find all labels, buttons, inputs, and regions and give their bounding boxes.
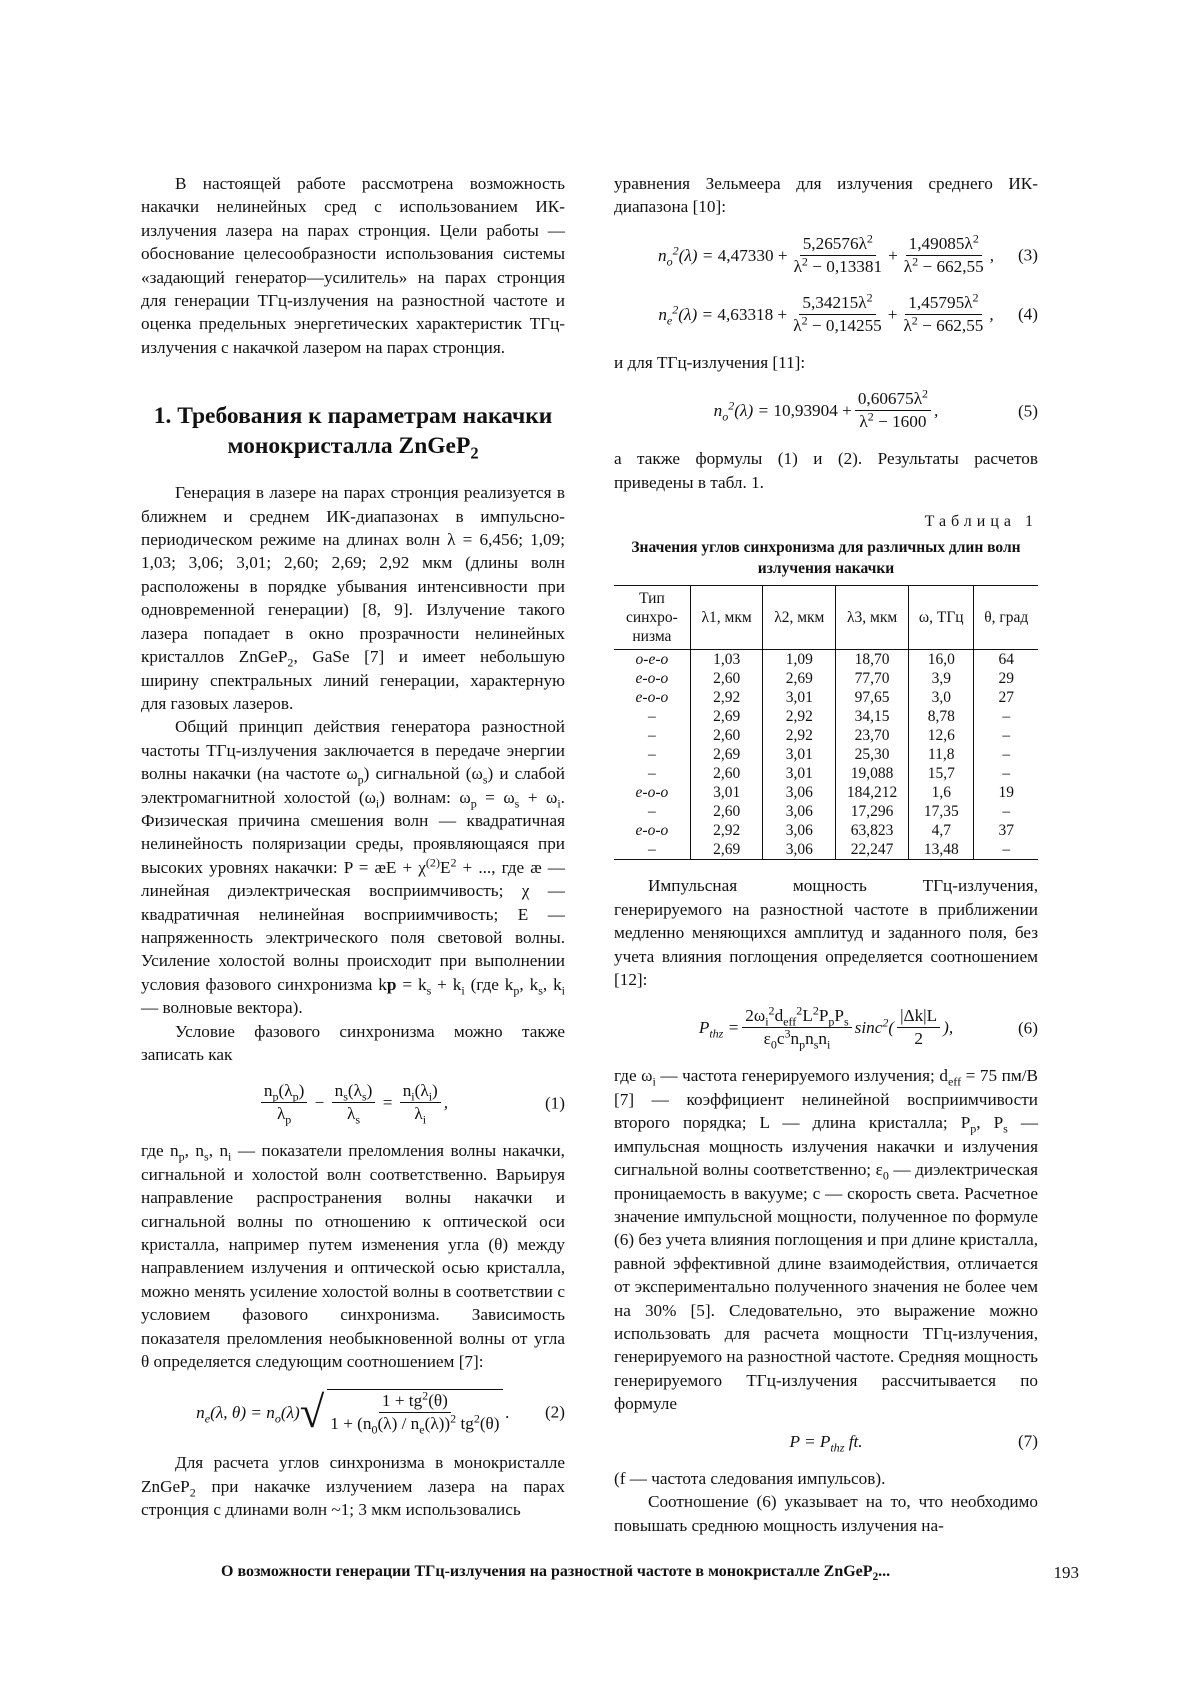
ratio-paragraph: Соотношение (6) указывает на то, что необходимо повышать среднюю мощность излучения на-	[614, 1492, 1038, 1535]
table-cell: 13,48	[909, 840, 974, 860]
table-cell: 17,35	[909, 802, 974, 821]
table-cell: 2,92	[763, 726, 836, 745]
table-cell: –	[974, 745, 1038, 764]
table-cell: 37	[974, 821, 1038, 840]
table-cell: 19	[974, 783, 1038, 802]
table-cell: е-о-о	[635, 784, 669, 802]
table-cell: о-е-о	[635, 651, 669, 669]
table-cell: 3,06	[763, 840, 836, 860]
table-cell: 17,296	[836, 802, 909, 821]
table-header-cell: ω, ТГц	[909, 586, 974, 650]
table-row	[614, 764, 1038, 783]
table-cell: 3,01	[763, 688, 836, 707]
table-cell: 25,30	[836, 745, 909, 764]
table-cell: е-о-о	[635, 670, 669, 688]
right-column	[614, 172, 1038, 1537]
table-cell: 2,60	[690, 726, 763, 745]
table-header-row	[614, 586, 1038, 650]
table-cell: –	[648, 727, 656, 745]
table-cell: 12,6	[909, 726, 974, 745]
table-cell: 2,92	[763, 707, 836, 726]
table-cell: –	[648, 746, 656, 764]
table-cell: 3,01	[690, 783, 763, 802]
table-cell: 184,212	[836, 783, 909, 802]
table-cell: 3,06	[763, 783, 836, 802]
table-row	[614, 840, 1038, 860]
table-cell: 2,69	[763, 669, 836, 688]
sync-angle-table	[614, 585, 1038, 860]
table-cell: 2,69	[690, 745, 763, 764]
equation-1: $n_p(\lambda_p)$ $\lambda_p$ − $\frac{n_s(\lambda_s)}{\lambda_s}$ = $\frac{n_i(\lambda_i)}{\lambda_i}$ , (1)	[141, 1080, 565, 1125]
table-cell: 3,9	[909, 669, 974, 688]
equation-4: $n_e^2(\lambda)$ = 4,63318 + $\frac{5,34215\lambda^2}{\lambda^2 - 0,14255}$ + $\frac{1,45795\lambda^2}{\lambda^2 - 662,55}$ , (4)	[658, 290, 1038, 335]
table-cell: 18,70	[836, 650, 909, 670]
table-title: Значения углов синхронизма для различных длин волн излучения накачки	[631, 539, 1021, 578]
indices-paragraph: где $n_p$, $n_s$, $n_i$ — показатели преломления волны накачки, сигнальной и холостой волн соответственно. Варьируя направление распространения волны накачки и сигнальной волны по отношению к оптической оси кристалла, например путем изменения угла (θ) между направлением излучения и оптической осью кристалла, можно менять усиление холостой волны в соответствии с условием фазового синхронизма. Зависимость показателя преломления необыкновенной волны от угла θ определяется следующим соотношением [7]:	[141, 1141, 565, 1372]
table-header-cell: λ1, мкм	[690, 586, 763, 650]
table-cell: 19,088	[836, 764, 909, 783]
table-cell: е-о-о	[635, 822, 669, 840]
table-caption: Таблица 1	[924, 513, 1038, 531]
sellmeier-paragraph: уравнения Зельмеера для излучения среднего ИК-диапазона [10]:	[614, 174, 1038, 217]
table-cell: 27	[974, 688, 1038, 707]
table-cell: 29	[974, 669, 1038, 688]
equation-5-number: (5)	[1017, 401, 1038, 421]
intro-paragraph: В настоящей работе рассмотрена возможность накачки нелинейных сред с использованием ИК-излучения лазера на парах стронция. Цели работы — обоснование целесообразности использования системы «задающий генератор—усилитель» на парах стронция для генерации ТГц-излучения на разностной частоте и оценка предельных энергетических характеристик ТГц-излучения с накачкой лазером на парах стронция.	[141, 174, 565, 357]
table-cell: 1,03	[690, 650, 763, 670]
thz-paragraph: и для ТГц-излучения [11]:	[614, 352, 806, 372]
table-cell: 22,247	[836, 840, 909, 860]
table-cell: 64	[974, 650, 1038, 670]
table-cell: 3,06	[763, 821, 836, 840]
table-header-cell: Тип синхро-низма	[614, 586, 690, 650]
table-cell: 2,60	[690, 669, 763, 688]
table-cell: 34,15	[836, 707, 909, 726]
table-cell: 97,65	[836, 688, 909, 707]
table-cell: 4,7	[909, 821, 974, 840]
equation-1-number: (1)	[544, 1093, 565, 1113]
equation-5: $n_o^2(\lambda)$ = 10,93904 + $\frac{0,60675\lambda^2}{\lambda^2 - 1600}$ , (5)	[713, 386, 1038, 432]
table-cell: –	[648, 708, 656, 726]
calc-paragraph: Для расчета углов синхронизма в монокристалле ZnGeP$_2$ при накачке излучением лазера на парах стронция с длинами волн ~1; 3 мкм использовались	[141, 1453, 565, 1520]
section-heading: 1. Требования к параметрам накачки монокристалла ZnGeP$_2$	[153, 403, 553, 463]
table-cell: 2,60	[690, 764, 763, 783]
where-paragraph: где $\omega_i$ — частота генерируемого излучения; $d_{eff} = 75$ пм/В [7] — коэффициент нелинейной восприимчивости второго порядка; L — длина кристалла; $P_p$, $P_s$ — импульсная мощность излучения накачки и излучения сигнальной волны соответственно; $\varepsilon_0$ — диэлектрическая проницаемость в вакууме; c — скорость света. Расчетное значение импульсной мощности, полученное по формуле (6) без учета влияния поглощения и при длине кристалла, равной эффективной длине взаимодействия, отличается от экспериментально полученного значения не более чем на 30% [5]. Следовательно, это выражение можно использовать для расчета мощности ТГц-излучения, генерируемого на разностной частоте. Средняя мощность генерируемого ТГц-излучения рассчитывается по формуле	[614, 1066, 1039, 1414]
table-cell: 16,0	[909, 650, 974, 670]
table-cell: 2,69	[690, 707, 763, 726]
left-column	[141, 172, 565, 1522]
table-cell: 15,7	[909, 764, 974, 783]
table-row	[614, 707, 1038, 726]
table-cell: 1,6	[909, 783, 974, 802]
table-row	[614, 821, 1038, 840]
table-cell: 3,01	[763, 764, 836, 783]
table-cell: –	[974, 707, 1038, 726]
table-row	[614, 726, 1038, 745]
table-cell: 23,70	[836, 726, 909, 745]
power-paragraph: Импульсная мощность ТГц-излучения, генерируемого на разностной частоте в приближении медленно меняющихся амплитуд и заданного поля, без учета влияния поглощения определяется соотношением [12]:	[614, 876, 1038, 990]
table-cell: 2,60	[690, 802, 763, 821]
table-cell: 3,06	[763, 802, 836, 821]
table-cell: е-о-о	[635, 689, 669, 707]
table-row	[614, 802, 1038, 821]
table-cell: 77,70	[836, 669, 909, 688]
table-cell: 8,78	[909, 707, 974, 726]
generation-paragraph: Генерация в лазере на парах стронция реализуется в ближнем и среднем ИК-диапазонах в импульсно-периодическом режиме на длинах волн λ = 6,456; 1,09; 1,03; 3,06; 3,01; 2,60; 2,69; 2,92 мкм (длины волн расположены в порядке убывания интенсивности при одновременной генерации) [8, 9]. Излучение такого лазера попадает в окно прозрачности нелинейных кристаллов ZnGeP$_2$, GaSe [7] и имеет небольшую ширину спектральных линий генерации, характерную для газовых лазеров.	[141, 483, 565, 713]
equation-3: $n_o^2(\lambda)$ = 4,47330 + $\frac{5,26576\lambda^2}{\lambda^2 - 0,13381}$ + $\frac{1,49085\lambda^2}{\lambda^2 - 662,55}$ , (3)	[657, 231, 1038, 276]
frequency-note: (f — частота следования импульсов).	[614, 1468, 886, 1488]
table-cell: –	[974, 802, 1038, 821]
table-cell: –	[974, 726, 1038, 745]
table-row	[614, 669, 1038, 688]
table-cell: 3,01	[763, 745, 836, 764]
equation-6-number: (6)	[1017, 1018, 1038, 1038]
phase-matching-paragraph: Условие фазового синхронизма можно также записать как	[141, 1021, 565, 1064]
page-number: 193	[1053, 1563, 1079, 1582]
table-cell: 11,8	[909, 745, 974, 764]
table-cell: 2,92	[690, 821, 763, 840]
table-header-cell: λ3, мкм	[836, 586, 909, 650]
table-cell: –	[614, 840, 690, 860]
table-cell: –	[974, 764, 1038, 783]
table-cell: 3,0	[909, 688, 974, 707]
principle-paragraph: Общий принцип действия генератора разностной частоты ТГц-излучения заключается в передаче энергии волны накачки (на частоте $\omega_p$) сигнальной $(\omega_s)$ и слабой электромагнитной холостой $(\omega_i)$ волнам: $\omega_p = \omega_s + \omega_i$. Физическая причина смешения волн — квадратичная нелинейность поляризации среды, проявляющаяся при высоких уровнях накачки: P = æE + $\chi^{(2)}E^2$ + ..., где æ — линейная диэлектрическая восприимчивость; χ — квадратичная нелинейная восприимчивость; E — напряженность электрического поля световой волны. Усиление холостой волны происходит при выполнении условия фазового синхронизма kp = $k_s + k_i$ (где $k_p$, $k_s$, $k_i$ — волновые вектора).	[141, 717, 566, 1018]
equation-7-number: (7)	[1017, 1431, 1038, 1451]
results-paragraph: а также формулы (1) и (2). Результаты расчетов приведены в табл. 1.	[614, 449, 1038, 492]
table-cell: 1,09	[763, 650, 836, 670]
table-row	[614, 745, 1038, 764]
table-row	[614, 650, 1038, 670]
table-cell: 63,823	[836, 821, 909, 840]
equation-6: $P_{thz}$ = $2\omega_i^2d_{eff}^2L^2P_pP_s$ $\varepsilon_0c^3n_pn_sn_i$ sinc$^2$( |Δk|L 2 ), (6)	[698, 1003, 1038, 1052]
equation-2: $n_e(\lambda$, $\theta) = n_o(\lambda)$ √ $1 + tg^2(\theta)$ $1 + (n_0(\lambda) / n_e(\lambda))^2$ $tg^2(\theta)$ . (2)	[196, 1387, 565, 1438]
equation-2-number: (2)	[544, 1402, 565, 1422]
table-cell: –	[974, 840, 1038, 860]
running-title: О возможности генерации ТГц-излучения на разностной частоте в монокристалле ZnGeP$_2$...	[221, 1563, 891, 1584]
equation-4-number: (4)	[1017, 304, 1038, 324]
table-cell: –	[648, 765, 656, 783]
equation-7: $P = P_{thz}$ ft. (7)	[789, 1431, 1038, 1454]
table-header-cell: λ2, мкм	[763, 586, 836, 650]
table-header-cell: θ, град	[974, 586, 1038, 650]
table-cell: 2,92	[690, 688, 763, 707]
table-row	[614, 783, 1038, 802]
table-row	[614, 688, 1038, 707]
equation-3-number: (3)	[1017, 245, 1038, 265]
table-cell: 2,69	[690, 840, 763, 860]
table-cell: –	[648, 803, 656, 821]
